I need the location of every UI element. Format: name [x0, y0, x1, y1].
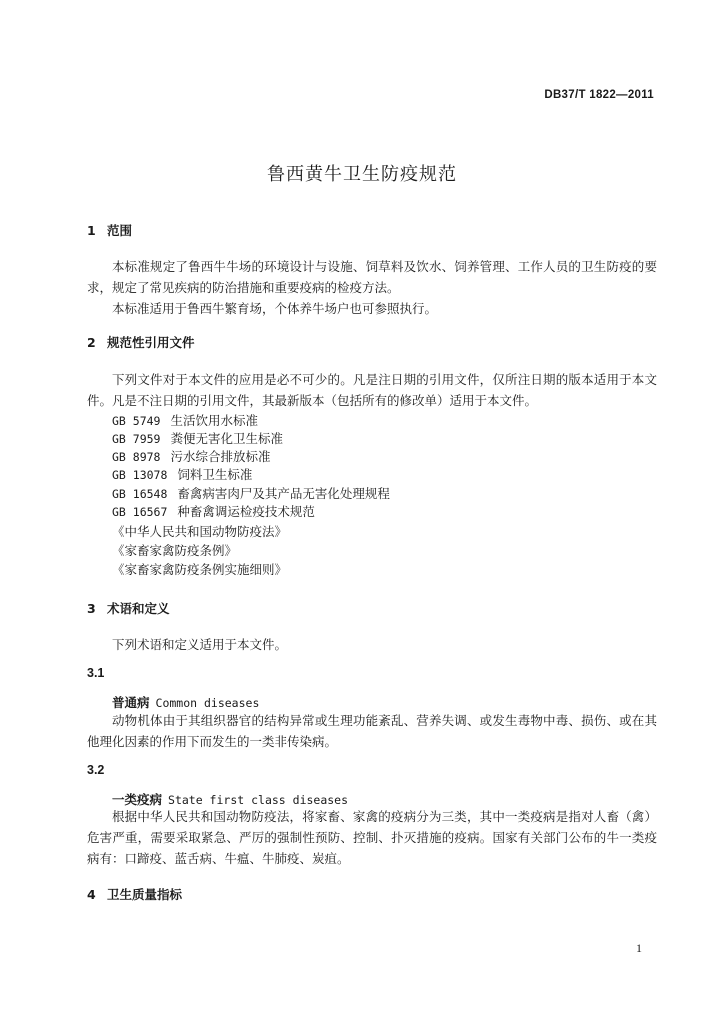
- reference-code: GB 13078: [112, 468, 168, 482]
- reference-item: [112, 447, 270, 465]
- section-3-heading: [87, 599, 170, 617]
- scope-paragraph-2: 本标准适用于鲁西牛繁育场，个体养牛场户也可参照执行。: [112, 301, 438, 316]
- standard-code: DB37/T 1822—2011: [544, 89, 654, 101]
- reference-title: 生活饮用水标准: [170, 413, 258, 428]
- section-number: 3: [87, 601, 96, 616]
- reference-code: GB 8978: [112, 450, 161, 464]
- references-intro: 下列文件对于本文件的应用是必不可少的。凡是注日期的引用文件，仅所注日期的版本适用于本文件。凡是不注日期的引用文件，其最新版本（包括所有的修改单）适用于本文件。: [87, 372, 657, 408]
- reference-item: [112, 465, 252, 483]
- section-number: 1: [87, 223, 96, 238]
- reference-title: 饲料卫生标准: [177, 467, 253, 482]
- term-number: 3.2: [87, 763, 105, 777]
- reference-title: 种畜禽调运检疫技术规范: [177, 504, 315, 519]
- reference-item: [112, 502, 315, 520]
- term-number: 3.1: [87, 666, 105, 680]
- term-definition: 动物机体由于其组织器官的结构异常或生理功能紊乱、营养失调、或发生毒物中毒、损伤、或在其他理化因素的作用下而发生的一类非传染病。: [87, 713, 657, 749]
- term-cn: 一类疫病: [112, 792, 163, 807]
- reference-title: 粪便无害化卫生标准: [170, 431, 283, 446]
- section-title: 范围: [107, 223, 133, 238]
- terms-intro: 下列术语和定义适用于本文件。: [112, 637, 288, 652]
- reference-title: 畜禽病害肉尸及其产品无害化处理规程: [177, 486, 390, 501]
- page-number: 1: [636, 941, 642, 955]
- reference-item: [112, 484, 390, 502]
- reference-item: [112, 429, 283, 447]
- reference-code: GB 16567: [112, 505, 168, 519]
- section-number: 4: [87, 887, 96, 902]
- law-reference: 《家畜家禽防疫条例实施细则》: [112, 562, 288, 577]
- section-title: 规范性引用文件: [107, 335, 195, 350]
- law-reference: 《家畜家禽防疫条例》: [112, 543, 238, 558]
- reference-code: GB 5749: [112, 414, 161, 428]
- scope-paragraph-1: 本标准规定了鲁西牛牛场的环境设计与设施、饲草料及饮水、饲养管理、工作人员的卫生防疫的要求，规定了常见疾病的防治措施和重要疫病的检疫方法。: [87, 259, 657, 295]
- reference-item: [112, 411, 258, 429]
- term-en: Common diseases: [155, 696, 260, 710]
- section-title: 术语和定义: [107, 601, 170, 616]
- term-en: State first class diseases: [168, 793, 349, 807]
- law-reference: 《中华人民共和国动物防疫法》: [112, 524, 288, 539]
- document-title: 鲁西黄牛卫生防疫规范: [267, 164, 457, 185]
- term-heading: [112, 693, 259, 711]
- section-title: 卫生质量指标: [107, 887, 183, 902]
- term-cn: 普通病: [112, 695, 150, 710]
- section-1-heading: [87, 221, 132, 239]
- reference-title: 污水综合排放标准: [170, 449, 271, 464]
- reference-code: GB 7959: [112, 432, 161, 446]
- section-4-heading: [87, 885, 182, 903]
- section-number: 2: [87, 335, 96, 350]
- term-definition: 根据中华人民共和国动物防疫法，将家畜、家禽的疫病分为三类，其中一类疫病是指对人畜（禽）危害严重，需要采取紧急、严厉的强制性预防、控制、扑灭措施的疫病。国家有关部门公布的牛一类疫病有：口蹄疫、蓝舌病、牛瘟、牛肺疫、炭疽。: [87, 809, 657, 866]
- section-2-heading: [87, 333, 195, 351]
- reference-code: GB 16548: [112, 487, 168, 501]
